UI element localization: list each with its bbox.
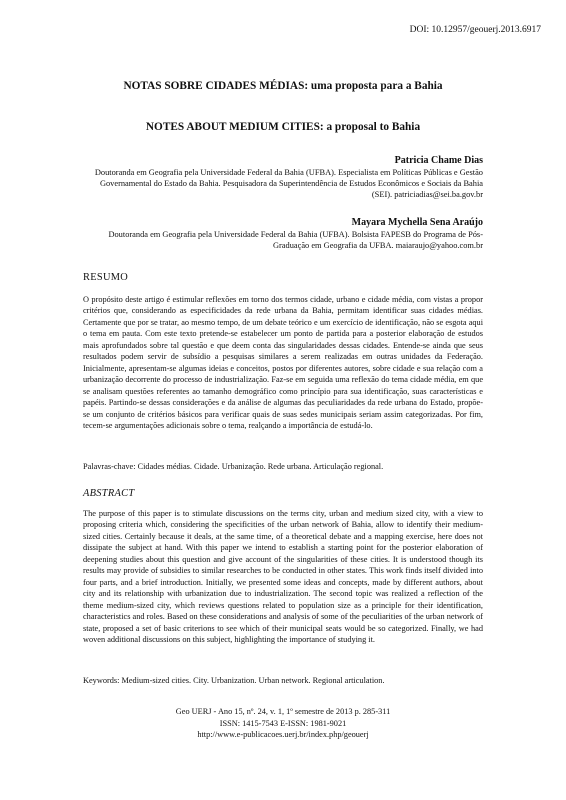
keywords-english: Keywords: Medium-sized cities. City. Urbanization. Urban network. Regional articulation. bbox=[83, 676, 385, 685]
title-english: NOTES ABOUT MEDIUM CITIES: a proposal to Bahia bbox=[145, 121, 421, 133]
keywords-portuguese: Palavras-chave: Cidades médias. Cidade. Urbanização. Rede urbana. Articulação regional. bbox=[83, 462, 384, 471]
author-affiliation-2: Doutoranda em Geografia pela Universidade Federal da Bahia (UFBA). Bolsista FAPESB do Programa de Pós-Graduação em Geografia da UFBA. maiaraujo@yahoo.com.br bbox=[108, 230, 483, 251]
author-name-1: Patricia Chame Dias bbox=[394, 155, 483, 166]
resumo-heading: RESUMO bbox=[83, 272, 129, 283]
doi-label: DOI: 10.12957/geouerj.2013.6917 bbox=[409, 25, 541, 35]
author-name-2: Mayara Mychella Sena Araújo bbox=[351, 217, 483, 228]
footer-url[interactable]: http://www.e-publicacoes.uerj.br/index.php/geouerj bbox=[197, 730, 369, 739]
page-footer bbox=[0, 706, 566, 741]
footer-journal: Geo UERJ - Ano 15, nº. 24, v. 1, 1º semestre de 2013 p. 285-311 bbox=[175, 707, 391, 716]
author-affiliation-1: Doutoranda em Geografia pela Universidade Federal da Bahia (UFBA). Especialista em Políticas Públicas e Gestão Governamental do Estado da Bahia. Pesquisadora da Superintendência de Estudos Econômicos e Sociais da Bahia (SEI). patriciadias@sei.ba.gov.br bbox=[94, 168, 483, 200]
abstract-heading: ABSTRACT bbox=[83, 488, 135, 499]
title-portuguese: NOTAS SOBRE CIDADES MÉDIAS: uma proposta para a Bahia bbox=[123, 80, 443, 92]
resumo-text: O propósito deste artigo é estimular reflexões em torno dos termos cidade, urbano e cidade média, com vistas a propor critérios que, considerando as especificidades da rede urbana da Bahia, permitam identificar suas cidades médias. Certamente que por se tratar, ao mesmo tempo, de um debate teórico e um exercício de identificação, não se esgota aqui o tema em pauta. Com este texto pretende-se estabelecer um ponto de partida para a posterior elaboração de estudos mais aprofundados sobre tal questão e que deem conta das singularidades dessas cidades. Entende-se ainda que seus resultados podem servir de subsídio a pesquisas similares a serem realizadas em outras unidades da Federação. Inicialmente, apresentam-se algumas ideias e conceitos, postos por diferentes autores, sobre cidade e sua relação com a urbanização decorrente do processo de industrialização. Faz-se em seguida uma reflexão do tema cidade média, em que se analisam questões referentes ao tamanho demográfico como princípio para sua identificação, suas características e papéis. Partindo-se dessas considerações e da análise de algumas das peculiaridades da rede urbana do Estado, propõe-se um conjunto de critérios básicos para verificar quais de suas sedes municipais seriam assim categorizadas. Por fim, tecem-se argumentações adicionais sobre o tema, realçando a importância de estudá-lo. bbox=[83, 295, 483, 430]
footer-issn: ISSN: 1415-7543 E-ISSN: 1981-9021 bbox=[219, 718, 347, 728]
abstract-text: The purpose of this paper is to stimulate discussions on the terms city, urban and medium sized city, with a view to proposing criteria which, considering the specificities of the urban network of Bahia, allow to identify their medium-sized cities. Certainly because it deals, at the same time, of a theoretical debate and a mapping exercise, here does not dissipate the subject at hand. With this paper we intend to establish a starting point for the posterior elaboration of deepening studies about this question and give account of the singularities of these cities. It is understood though its results may provide of subsidies to similar researches to be conducted in other states. This work finds itself divided into four parts, and a brief introduction. Initially, we presented some ideas and concepts, made by different authors, about city and its relationship with urbanization due to industrialization. The second topic was realized a reflection of the theme medium-sized city, which reviews questions related to population size as a principle for their identification, characteristics and roles. Based on these considerations and analysis of some of the peculiarities of the urban network of state, proposed a set of basic criterions to see which of their municipal seats would be so categorized. Finally, we had woven additional discussions on this subject, highlighting the importance of studying it. bbox=[83, 509, 483, 644]
